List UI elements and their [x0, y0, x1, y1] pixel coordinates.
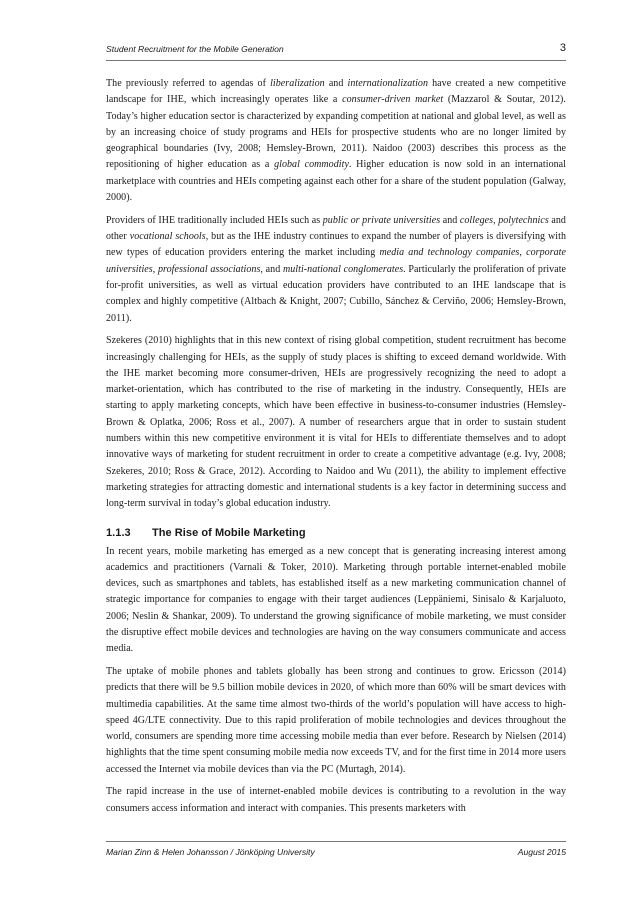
emphasis-term: global commodity	[274, 159, 349, 171]
emphasis-term: internationalization	[347, 78, 428, 89]
emphasis-term: consumer-driven market	[342, 94, 444, 106]
emphasis-term: liberalization	[270, 78, 325, 89]
section-number: 1.1.3	[106, 526, 131, 539]
emphasis-term: media and technology companies	[379, 247, 520, 259]
emphasis-term: corporate universities	[106, 247, 566, 275]
emphasis-term: professional associations	[157, 263, 261, 275]
emphasis-term: public or private universities	[322, 214, 441, 226]
paragraph-2: Providers of IHE traditionally included HEIs such as public or private universities and colleges, polytechnics and other vocational schools, but as the IHE industry continues to expand the number of players is diversifying with new types of education providers entering the market including media and technology companies, corporate universities, professional associations, and multi-national conglomerates. Particularly the proliferation of private for-profit universities, as well as virtual education providers have contributed to an IHE landscape that is complex and highly competitive (Altbach & Knight, 2007; Cubillo, Sánchez & Cerviño, 2006; Hemsley-Brown, 2011).	[106, 214, 567, 324]
paragraph-4: In recent years, mobile marketing has emerged as a new concept that is generating increasing interest among academics and practitioners (Varnali & Toker, 2010). Marketing through portable internet-enabled mobile devices, such as smartphones and tablets, has established itself as a new marketing communication channel of strategic importance for companies to engage with their target audiences (Leppäniemi, Sinisalo & Karjaluoto, 2006; Neslin & Shankar, 2009). To understand the growing significance of mobile marketing, we must consider the disruptive effect mobile devices and technologies are having on the way consumers communicate and access media.	[106, 545, 566, 655]
emphasis-term: polytechnics	[498, 214, 549, 226]
section-heading	[106, 525, 566, 541]
body-text	[106, 76, 566, 823]
footer-authors: Marian Zinn & Helen Johansson / Jönköping University	[106, 847, 315, 857]
footer-date: August 2015	[517, 847, 566, 857]
paragraph-1: The previously referred to agendas of liberalization and internationalization have created a new competitive landscape for IHE, which increasingly operates like a consumer-driven market (Mazzarol & Soutar, 2012). Today’s higher education sector is characterized by expanding competition at national and global level, as well as by an increasing choice of study programs and HEIs for prospective students who are no longer limited by geographical boundaries (Ivy, 2008; Hemsley-Brown, 2011). Naidoo (2003) describes this process as the repositioning of higher education as a global commodity. Higher education is now sold in an international marketplace with countries and HEIs competing against each other for a share of the student population (Galway, 2000).	[106, 78, 566, 204]
section-title: The Rise of Mobile Marketing	[152, 526, 306, 539]
emphasis-term: multi-national conglomerates	[282, 263, 404, 275]
paragraph-3: Szekeres (2010) highlights that in this new context of rising global competition, student recruitment has become increasingly challenging for HEIs, as the supply of study places is shifting to exceed demand worldwide. With the IHE market becoming more consumer-driven, HEIs are progressively recognizing the need to adopt a market-orientation, which has contributed to the rise of marketing in the industry. Consequently, HEIs are starting to apply marketing concepts, which have been effective in business-to-consumer industries (Hemsley-Brown & Oplatka, 2006; Ross et al., 2007). A number of researchers argue that in order to sustain student numbers within this new competitive environment it is vital for HEIs to differentiate themselves and to adopt innovative ways of marketing for student recruitment in order to create a competitive advantage (e.g. Ivy, 2008; Szekeres, 2010; Ross & Grace, 2012). According to Naidoo and Wu (2011), the ability to implement effective marketing strategies for attracting domestic and international students is a key factor in determining success and long-term survival in today’s global education industry.	[106, 335, 566, 510]
page-number: 3	[559, 42, 566, 54]
page-header	[106, 42, 566, 61]
page-footer	[106, 841, 566, 858]
emphasis-term: vocational schools	[129, 231, 206, 243]
paragraph-6: The rapid increase in the use of internet-enabled mobile devices is contributing to a revolution in the way consumers access information and interact with companies. This presents marketers with	[106, 786, 566, 814]
running-title: Student Recruitment for the Mobile Generation	[106, 44, 284, 54]
emphasis-term: colleges	[459, 214, 494, 226]
paragraph-5: The uptake of mobile phones and tablets globally has been strong and continues to grow. Ericsson (2014) predicts that there will be 9.5 billion mobile devices in 2020, of which more than 60% will be smart devices with multimedia capabilities. At the same time almost two-thirds of the world’s population will have access to high-speed 4G/LTE connectivity. Due to this rapid proliferation of mobile technologies and devices throughout the world, consumers are spending more time accessing mobile media than ever before. Research by Nielsen (2014) highlights that the time spent consuming mobile media now exceeds TV, and for the first time in 2014 more users accessed the Internet via mobile devices than via the PC (Murtagh, 2014).	[106, 665, 566, 775]
